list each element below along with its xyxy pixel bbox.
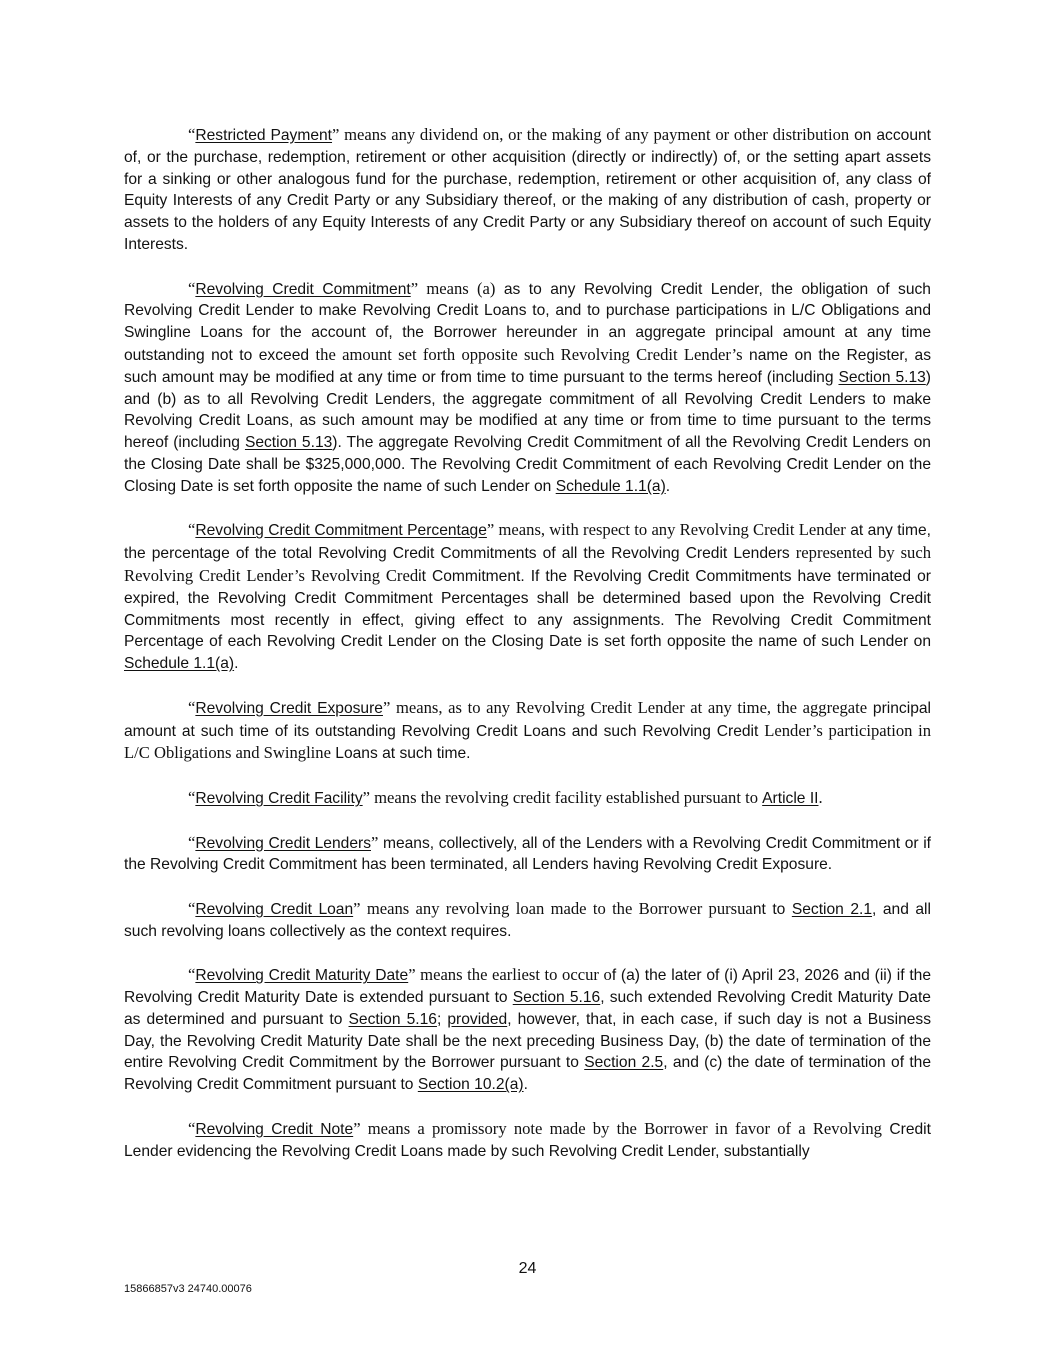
paragraph-text: . [234,655,239,673]
paragraph-text: ” means a promissory note made by the Borrower in favor of a Revolving [353,1118,882,1138]
paragraph-text: ” means the revolving credit facility established pursuant to [362,787,763,807]
paragraph-text: Credit Lender evidencing the Revolving Credit Loans made by such Revolving Credit Lender, substantially [124,1120,931,1160]
paragraph-text: , and all such revolving loans collectively as the context requires. [124,900,931,940]
definition-revolving-credit-exposure [124,697,931,765]
defined-term-reference: Schedule 1.1(a) [124,655,235,673]
paragraph-text: on account of, or the purchase, redemption, retirement or other acquisition (directly or indirectly) of, or the setting apart assets for a sinking or other analogous fund for the purchase, redemption, retirement or other acquisition of, any class of Equity Interests of any Credit Party or any Subsidiary thereof, or the making of any distribution of cash, property or assets to the holders of any Equity Interests of any Credit Party or any Subsidiary thereof on account of such Equity Interests. [124,127,931,253]
defined-term-reference: Restricted Payment [195,127,333,144]
paragraph-text: ) and (b) as to all Revolving Credit Lenders, the aggregate commitment of all Revolving Credit Lenders to make Revolving Credit Loans, as such amount may be modified at any time or from time to time pursuant to the terms hereof (including [124,368,931,452]
defined-term-reference: Revolving Credit Loan [195,900,354,918]
paragraph-text: ; [436,1010,448,1028]
paragraph-text: the amount set forth opposite such Revolving Credit Lender’s [315,344,743,364]
defined-term-reference: Section 5.16 [512,989,601,1007]
definitions-body [124,124,931,1184]
definition-revolving-credit-maturity-date [124,964,931,1096]
paragraph-text: means, collectively, all of the Lenders with a Revolving Credit Commitment or if the Revolving Credit Commitment has been terminated, all Lenders having Revolving Credit Exposure. [124,834,931,874]
document-id: 15866857v3 24740.00076 [124,1283,252,1295]
defined-term-reference: Revolving Credit Commitment Percentage [195,522,487,540]
paragraph-text: . [818,787,823,807]
paragraph-text: ” means the earliest to occur o [408,965,612,985]
definition-revolving-credit-note [124,1118,931,1163]
definition-revolving-credit-facility [124,787,931,810]
defined-term-reference: Section 2.1 [791,900,873,918]
paragraph-text: “ [188,1118,196,1138]
paragraph-text: name on the Register, as such amount may be modified at any time or from time to time pursuant to the terms hereof (including [124,346,931,386]
paragraph-text: . [665,477,671,495]
paragraph-text: ” means any dividend on, or the making of any payment or other distribution [332,125,850,144]
definition-revolving-credit-lenders [124,832,931,877]
defined-term-reference: Section 2.5 [584,1054,664,1072]
defined-term-reference: Revolving Credit Commitment [195,280,411,298]
defined-term-reference: Revolving Credit Exposure [195,699,383,717]
paragraph-text: “ [188,697,196,717]
paragraph-text: represented by such Revolving Credit Lender’s Revolving Cred [124,543,931,585]
defined-term-reference: Section 10.2(a) [417,1076,524,1094]
paragraph-text: Loans at such time. [330,745,471,763]
defined-term-reference: Revolving Credit Maturity Date [195,967,409,985]
defined-term-reference: Section 5.13 [838,368,926,386]
paragraph-text: . [523,1076,528,1094]
paragraph-text: “ [188,832,196,852]
defined-term-reference: provided [447,1010,508,1028]
defined-term-reference: Schedule 1.1(a) [555,477,666,495]
paragraph-text: ” means (a) [410,278,496,298]
definition-revolving-credit-commitment [124,278,931,498]
paragraph-text: “ [188,520,196,540]
definition-revolving-credit-loan [124,898,931,943]
paragraph-text: ” [371,832,379,852]
paragraph-text: principal amount at such time of its outstanding Revolving Credit Loans and such Revolving Credit [124,699,932,740]
paragraph-text: , such extended Revolving Credit Maturity Date as determined and pursuant to [124,989,931,1028]
paragraph-text: as to any Revolving Credit Lender, the obligation of such Revolving Credit Lender to make Revolving Credit Loans to, and to purchase participations in L/C Obligations and Swingline Loans for the account of, the Borrower hereunder in an aggregate principal amount at any time outstanding not to exceed [124,280,931,364]
paragraph-text: “ [188,898,196,918]
page-number: 24 [518,1260,537,1277]
definition-restricted-payment [124,124,931,256]
paragraph-text: ” means, as to any Revolving Credit Lender at any time, the aggregate [382,697,868,717]
paragraph-text: f (a) the later of (i) April 23, 2026 and (ii) if the Revolving Credit Maturity Date is extended pursuant to [124,967,931,1007]
paragraph-text: nt to [752,900,792,918]
paragraph-text: Lender’s participation in L/C Obligations and Swingline [124,720,931,763]
paragraph-text: at any time, the percentage of the total Revolving Credit Commitments of all the Revolving Credit Lenders [124,522,932,563]
paragraph-text: “ [188,965,196,985]
paragraph-text: “ [188,125,196,144]
paragraph-text: ” means any revolving loan made to the Borrower pursua [353,898,753,918]
defined-term-reference: Revolving Credit Facility [195,789,363,807]
defined-term-reference: Revolving Credit Note [195,1120,354,1138]
defined-term-reference: Article II [762,789,819,807]
defined-term-reference: Revolving Credit Lenders [195,834,371,852]
defined-term-reference: Section 5.16 [348,1010,437,1028]
paragraph-text: ” means, with respect to any Revolving Credit Lender [486,520,846,540]
paragraph-text: ). The aggregate Revolving Credit Commitment of all the Revolving Credit Lenders on the Closing Date shall be $325,000,000. The Revolving Credit Commitment of each Revolving Credit Lender on the Closing Date is set forth opposite the name of such Lender on [124,434,931,495]
defined-term-reference: Section 5.13 [244,434,333,452]
paragraph-text: “ [188,278,196,298]
paragraph-text: “ [188,787,196,807]
paragraph-text: it Commitment. If the Revolving Credit Commitments have terminated or expired, the Revolving Credit Commitment Percentages shall be determined based upon the Revolving Credit Commitments most recently in effect, giving effect to any assignments. The Revolving Credit Commitment Percentage of each Revolving Credit Lender on the Closing Date is set forth opposite the name of such Lender on [124,567,931,651]
paragraph-text: , however, that, in each case, if such day is not a Business Day, the Revolving Credit Maturity Date shall be the next preceding Business Day, (b) the date of termination of the entire Revolving Credit Commitment by the Borrower pursuant to [124,1010,932,1072]
definition-revolving-credit-commitment-percentage [124,519,931,675]
paragraph-text: , and (c) the date of termination of the Revolving Credit Commitment pursuant to [124,1054,932,1094]
